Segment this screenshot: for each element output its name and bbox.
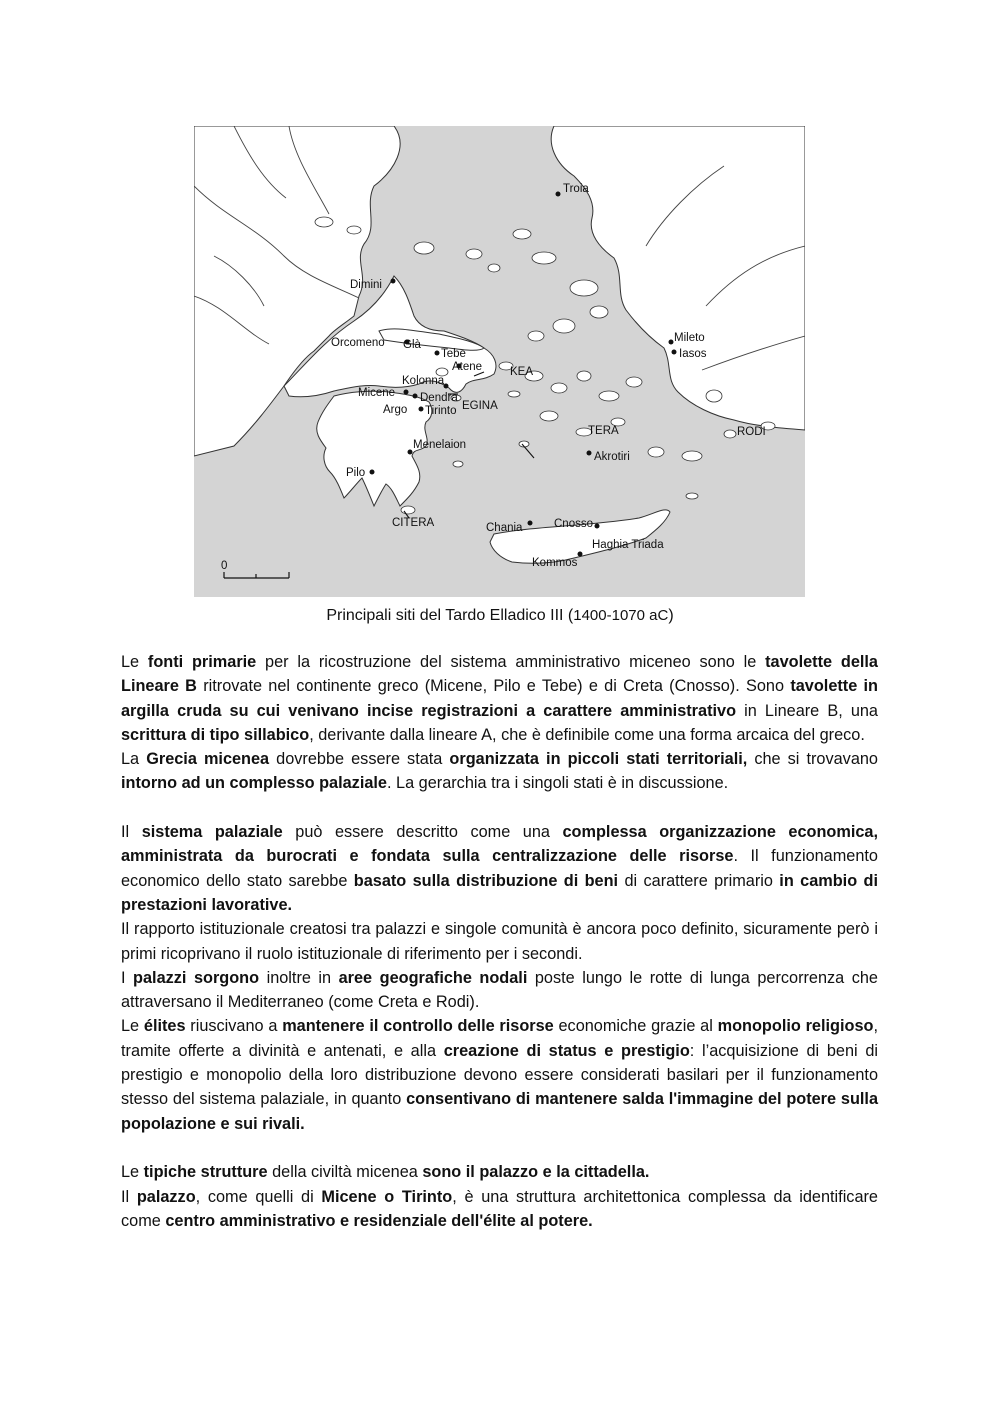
figure-caption	[120, 605, 880, 627]
paragraph	[121, 820, 878, 917]
paragraph	[121, 1185, 878, 1234]
text-run: , come quelli di	[195, 1187, 322, 1206]
text-run: ritrovate nel continente greco (Micene, Pilo e Tebe) e di Creta (Cnosso). Sono	[196, 677, 791, 696]
text-run: Le	[121, 1163, 144, 1182]
text-run: della civiltà micenea	[267, 1163, 423, 1182]
bold-text: tipiche strutture	[143, 1163, 268, 1182]
bold-text: sono il palazzo e la cittadella.	[422, 1163, 650, 1182]
label-iasos: Iasos	[679, 348, 707, 360]
bold-text: complessa organizzazione economica, amministrata da burocrati e fondata sulla centralizzazione delle risorse	[121, 823, 879, 866]
bold-text: fonti primarie	[147, 653, 257, 671]
bold-text: Grecia micenea	[146, 750, 270, 769]
bold-text: tavolette della Lineare B	[121, 653, 878, 696]
label-tera: TERA	[588, 425, 619, 437]
bold-text: palazzo	[136, 1187, 196, 1206]
bold-text: organizzata in piccoli stati territoriali,	[449, 750, 748, 769]
bold-text: scrittura di tipo sillabico	[121, 725, 310, 744]
label-argo: Argo	[383, 404, 408, 416]
bold-text: centro amministrativo e residenziale dell'élite al potere.	[165, 1211, 593, 1230]
map-figure	[194, 126, 805, 597]
text-run: inoltre in	[259, 968, 339, 987]
text-run: può essere descritto come una	[282, 823, 563, 842]
caption-text: Principali siti del Tardo Elladico III (	[326, 607, 574, 624]
label-gla: Glà	[403, 339, 421, 351]
text-run: I	[121, 968, 134, 987]
label-dimini: Dimini	[350, 279, 382, 291]
label-chania: Chania	[486, 522, 523, 534]
paragraph	[121, 747, 878, 796]
label-menelaion: Menelaion	[413, 439, 467, 451]
aegean-map	[194, 126, 805, 597]
label-cnosso: Cnosso	[554, 518, 593, 530]
bold-text: tavolette in argilla cruda su cui venivano incise registrazioni a carattere amministrativo	[121, 677, 879, 720]
label-troia: Troia	[563, 183, 589, 195]
bold-text: consentivano di mantenere salda l'immagine del potere sulla popolazione e sui rivali.	[121, 1090, 878, 1133]
text-run: , tramite offerte a divinità e antenati, e alla	[121, 1017, 878, 1060]
paragraph	[121, 966, 878, 1015]
label-tirinto: Tirinto	[425, 405, 457, 417]
text-run: di carattere primario	[618, 871, 780, 890]
label-orcomeno: Orcomeno	[331, 337, 385, 349]
label-mileto: Mileto	[674, 332, 705, 344]
text-run: Il	[121, 1187, 137, 1206]
label-rodi: RODI	[737, 426, 766, 438]
text-run: , è una struttura architettonica complessa da identificare come	[121, 1187, 878, 1230]
bold-text: mantenere il controllo delle risorse	[282, 1017, 554, 1036]
paragraph	[121, 1014, 878, 1135]
label-kea: KEA	[510, 366, 534, 378]
label-haghia-triada: Haghia Triada	[592, 539, 664, 551]
text-run: per la ricostruzione del sistema amministrativo miceneo sono le	[256, 653, 766, 671]
bold-text: monopolio religioso	[717, 1017, 874, 1036]
paragraph	[121, 1160, 878, 1184]
bold-text: basato sulla distribuzione di beni	[353, 871, 619, 890]
label-atene: Atene	[452, 361, 483, 373]
text-run: che si trovavano	[747, 750, 878, 769]
bold-text: intorno ad un complesso palaziale	[121, 774, 387, 793]
bold-text: creazione di status e prestigio	[443, 1041, 690, 1060]
text-run: , derivante dalla lineare A, che è definibile come una forma arcaica del greco.	[309, 725, 865, 744]
paragraph	[121, 650, 878, 747]
text-run: in Lineare B, una	[736, 701, 878, 720]
text-run: dovrebbe essere stata	[269, 750, 450, 769]
bold-text: Micene o Tirinto	[321, 1187, 453, 1206]
text-run: La	[121, 750, 147, 769]
scale-zero: 0	[221, 560, 228, 572]
label-kommos: Kommos	[532, 557, 578, 569]
label-micene: Micene	[358, 387, 396, 399]
bold-text: palazzi sorgono	[133, 968, 260, 987]
paragraph	[121, 917, 878, 966]
text-run: Le	[121, 653, 148, 671]
bold-text: aree geografiche nodali	[338, 968, 528, 987]
bold-text: élites	[143, 1017, 186, 1036]
caption-close: )	[668, 607, 674, 624]
text-run: : l’acquisizione di beni di prestigio e monopolio della loro distribuzione devono essere considerati basilari per il funzionamento stesso del sistema palaziale, in quanto	[121, 1041, 878, 1109]
caption-dates: 1400-1070 aC	[573, 607, 669, 624]
bold-text: sistema palaziale	[141, 823, 283, 842]
text-run: poste lungo le rotte di lunga percorrenza che attraversano il Mediterraneo (come Creta e Rodi).	[121, 968, 878, 1012]
label-akrotiri: Akrotiri	[594, 451, 630, 463]
label-kolonna: Kolonna	[402, 375, 445, 387]
text-run: Il	[121, 823, 142, 842]
text-run: riuscivano a	[185, 1017, 283, 1036]
label-citera: CITERA	[392, 517, 435, 529]
label-pilo: Pilo	[346, 467, 366, 479]
text-run: . La gerarchia tra i singoli stati è in discussione.	[386, 774, 729, 793]
label-dendra: Dendra	[420, 392, 458, 404]
text-run: . Il funzionamento economico dello stato sarebbe	[121, 847, 878, 890]
bold-text: in cambio di prestazioni lavorative.	[121, 871, 878, 914]
text-run: Le	[121, 1017, 144, 1036]
text-run: economiche grazie al	[553, 1017, 718, 1036]
text-run: Il rapporto istituzionale creatosi tra palazzi e singole comunità è ancora poco definito, sicuramente però i primi ricoprivano il ruolo istituzionale di riferimento per i secondi.	[121, 920, 878, 963]
label-tebe: Tebe	[441, 348, 466, 360]
label-egina: EGINA	[462, 400, 498, 412]
body-text	[121, 650, 878, 1233]
